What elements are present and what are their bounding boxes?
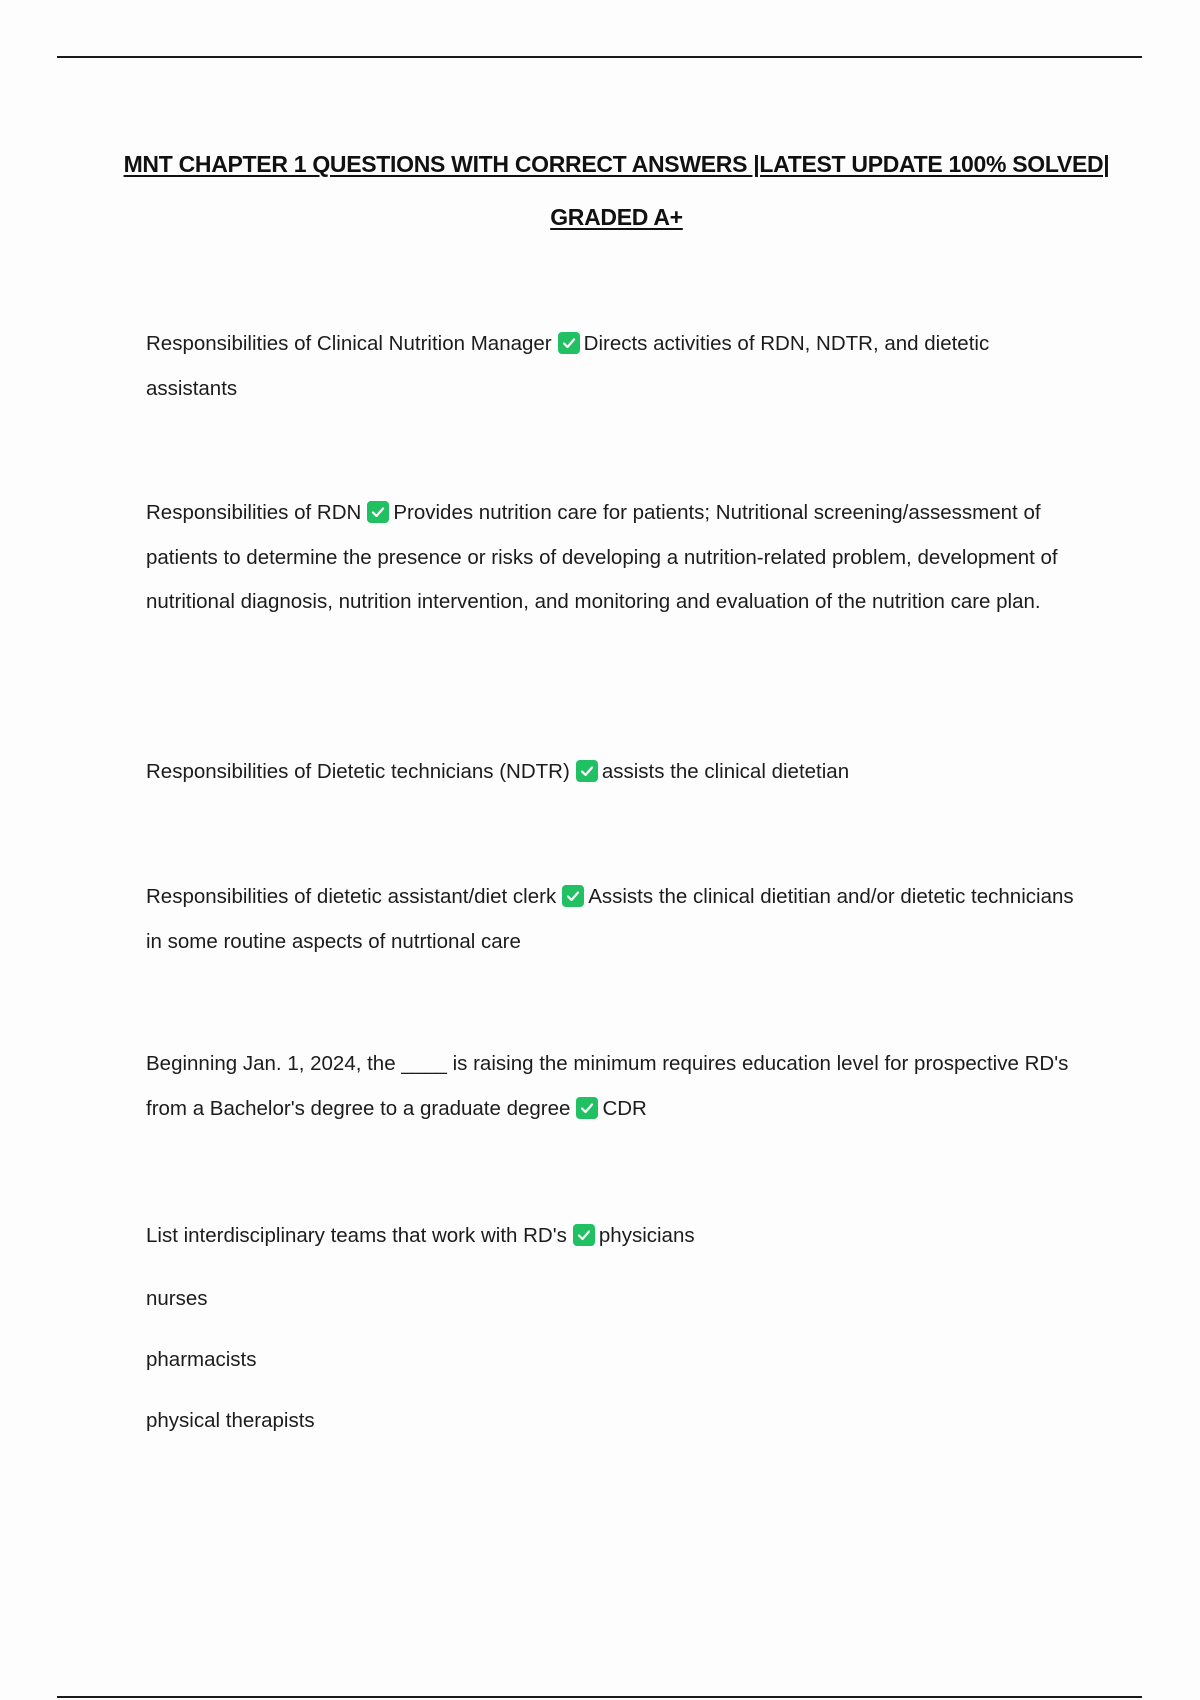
answer-text: Directs activities of RDN, NDTR, and dietetic assistants	[146, 332, 990, 400]
answer-text: Provides nutrition care for patients; Nutritional screening/assessment of patients to determine the presence or risks of developing a nutrition-related problem, development of nutritional diagnosis, nutrition intervention, and monitoring and evaluation of the nutrition care plan.	[146, 501, 1058, 613]
qa-item	[146, 491, 1086, 625]
question-text: Responsibilities of Clinical Nutrition Manager	[146, 332, 552, 355]
list-item: pharmacists	[146, 1348, 257, 1371]
question-text: Beginning Jan. 1, 2024, the ____ is raising the minimum requires education level for prospective RD's from a Bachelor's degree to a graduate degree	[146, 1052, 1069, 1120]
qa-item	[146, 1042, 1086, 1131]
check-box-icon	[576, 760, 598, 782]
question-text: List interdisciplinary teams that work with RD's	[146, 1224, 567, 1247]
footer-rule	[57, 1696, 1142, 1698]
check-box-icon	[562, 885, 584, 907]
qa-item	[146, 322, 1086, 411]
list-item: nurses	[146, 1287, 208, 1310]
answer-text: assists the clinical dietetian	[601, 760, 850, 783]
question-text: Responsibilities of Dietetic technicians (NDTR)	[146, 760, 570, 783]
answer-text: physicians	[598, 1224, 695, 1247]
question-text: Responsibilities of RDN	[146, 501, 362, 524]
answer-text: CDR	[602, 1096, 647, 1120]
qa-item	[146, 750, 1086, 795]
check-box-icon	[576, 1097, 598, 1119]
question-text: Responsibilities of dietetic assistant/diet clerk	[146, 885, 557, 908]
check-box-icon	[367, 501, 389, 523]
check-box-icon	[558, 332, 580, 354]
answer-text: Assists the clinical dietitian and/or dietetic technicians in some routine aspects of nutrtional care	[146, 885, 1074, 953]
header-rule	[57, 56, 1142, 58]
list-item: physical therapists	[146, 1409, 315, 1432]
check-box-icon	[573, 1224, 595, 1246]
qa-item	[146, 1214, 1086, 1259]
document-title: MNT CHAPTER 1 QUESTIONS WITH CORRECT ANSWERS |LATEST UPDATE 100% SOLVED| GRADED A+	[123, 151, 1110, 230]
qa-item	[146, 875, 1086, 964]
